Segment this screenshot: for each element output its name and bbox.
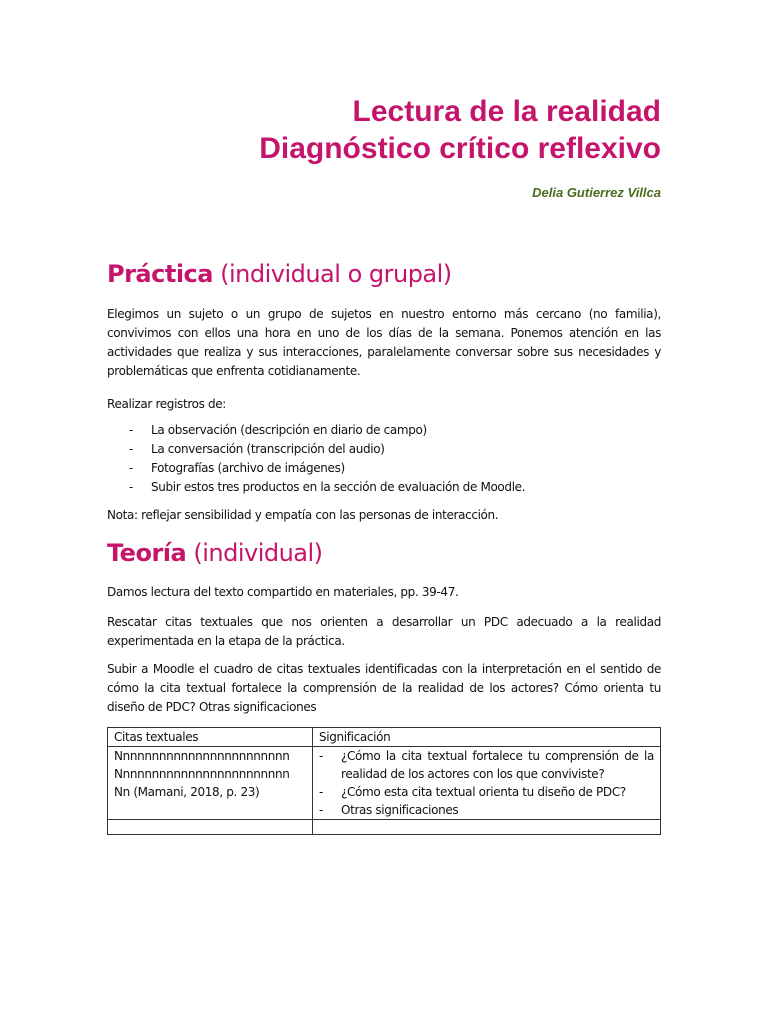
author-name: Delia Gutierrez Villca [532,185,661,200]
theory-heading-rest: (individual) [186,539,323,567]
practice-heading [107,260,452,288]
citation-line: Nnnnnnnnnnnnnnnnnnnnnnnn [114,749,290,763]
empty-cell [108,820,313,835]
signification-list [319,747,654,819]
list-item: - ¿Cómo la cita textual fortalece tu comprensión de la realidad de los actores con los que conviviste? [319,747,654,783]
citation-line: Nnnnnnnnnnnnnnnnnnnnnnnn [114,767,290,781]
theory-paragraph-3: Subir a Moodle el cuadro de citas textuales identificadas con la interpretación en el sentido de cómo la cita textual fortalece la comprensión de la realidad de los actores? Cómo orienta tu diseño de PDC? Otras significaciones [107,662,661,714]
records-list [107,421,525,497]
signification-cell [313,747,661,820]
empty-cell [313,820,661,835]
title-line-2: Diagnóstico crítico reflexivo [259,132,661,165]
list-item: - La conversación (transcripción del audio) [107,440,525,459]
list-item: - Fotografías (archivo de imágenes) [107,459,525,478]
practice-heading-rest: (individual o grupal) [212,260,452,288]
records-intro: Realizar registros de: [107,397,226,411]
practice-paragraph: Elegimos un sujeto o un grupo de sujetos en nuestro entorno más cercano (no familia), convivimos con ellos una hora en uno de los días de la semana. Ponemos atención en las actividades que realiza y sus interacciones, paralelamente conversar sobre sus necesidades y problemáticas que enfrenta cotidianamente. [107,307,661,378]
column-header-citations: Citas textuales [108,728,313,747]
citation-cell [108,747,313,820]
table-row-empty [108,820,661,835]
list-item: - La observación (descripción en diario de campo) [107,421,525,440]
column-header-signification: Significación [313,728,661,747]
theory-paragraph-2: Rescatar citas textuales que nos orienten a desarrollar un PDC adecuado a la realidad experimentada en la etapa de la práctica. [107,615,661,648]
theory-heading-bold: Teoría [107,539,187,567]
table-header-row [108,728,661,747]
citation-line: Nn (Mamani, 2018, p. 23) [114,785,260,799]
list-item: - Subir estos tres productos en la sección de evaluación de Moodle. [107,478,525,497]
list-item: - Otras significaciones [319,801,654,819]
list-item: - ¿Cómo esta cita textual orienta tu diseño de PDC? [319,783,654,801]
table-row [108,747,661,820]
theory-paragraph-1: Damos lectura del texto compartido en materiales, pp. 39-47. [107,585,459,599]
practice-heading-bold: Práctica [107,260,213,288]
title-line-1: Lectura de la realidad [352,95,661,128]
practice-note: Nota: reflejar sensibilidad y empatía con las personas de interacción. [107,508,499,522]
theory-heading [107,539,323,567]
document-title [259,93,661,167]
citations-table [107,727,661,835]
